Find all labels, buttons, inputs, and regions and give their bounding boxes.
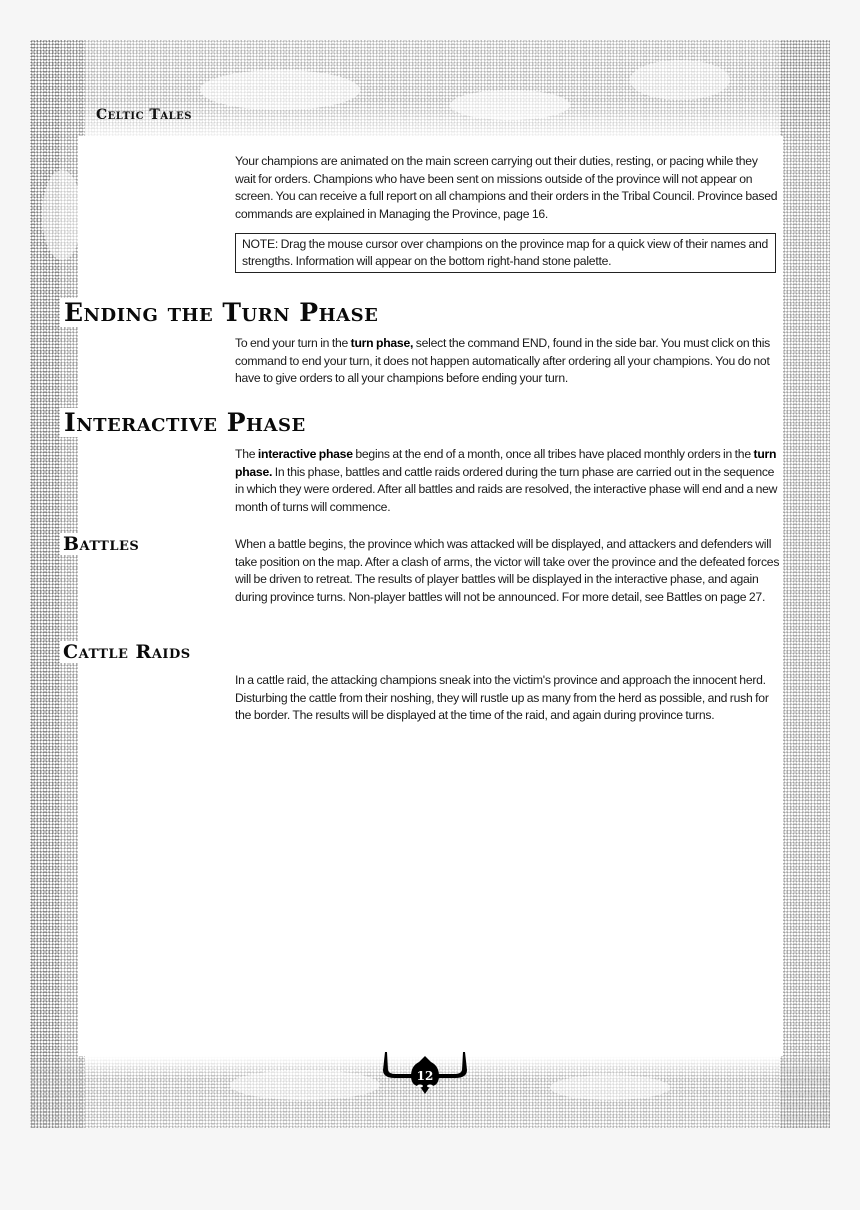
note-box: NOTE: Drag the mouse cursor over champions on the province map for a quick view of their names and strengths. Information will appear on the bottom right-hand stone palette. [235,233,776,273]
texture-highlight [550,1075,670,1100]
emphasized-term: turn phase. [235,447,777,479]
section-battles-text: When a battle begins, the province which was attacked will be displayed, and attackers and defenders will take position on the map. After a clash of arms, the victor will take over the province and the defeated forces will be driven to retreat. The results of player battles will be displayed in the interactive phase, and again during province turns. Non-player battles will not be announced. For more detail, see Battles on page 27. [235,537,780,604]
heading-battles: Battles [60,533,142,555]
running-head: Celtic Tales [96,107,192,123]
emphasized-term: turn phase, [350,336,414,350]
page-number: 12 [416,1069,434,1083]
manual-page [30,40,830,1128]
text-run: The [235,447,258,461]
text-run: In this phase, battles and cattle raids ordered during the turn phase are carried out in the sequence in which they were ordered. After all battles and raids are resolved, the interactive phase will end and a new month of turns will commence. [235,464,778,514]
texture-highlight [42,170,82,260]
texture-highlight [200,70,360,110]
section-ending-turn-phase-text [235,335,780,388]
page-number-emblem [375,1050,475,1094]
intro-paragraph: Your champions are animated on the main screen carrying out their duties, resting, or pacing while they wait for orders. Champions who have been sent on missions outside of the province will not appear on screen. You can receive a full report on all champions and their orders in the Tribal Council. Province based commands are explained in Managing the Province, page 16. [235,154,778,221]
section-interactive-phase-text [235,446,780,516]
text-run: To end your turn in the [235,336,351,350]
heading-interactive-phase: Interactive Phase [60,408,310,437]
texture-highlight [230,1070,380,1100]
section-cattle-raids-text: In a cattle raid, the attacking champions sneak into the victim's province and approach the innocent herd. Disturbing the cattle from their noshing, they will rustle up as many from the herd as possible, and rush for the border. The results will be displayed at the time of the raid, and again during province turns. [235,673,769,722]
text-run: begins at the end of a month, once all tribes have placed monthly orders in the [352,447,754,461]
emphasized-term: interactive phase [257,447,353,461]
texture-highlight [630,60,730,100]
heading-cattle-raids: Cattle Raids [60,641,194,663]
texture-highlight [450,90,570,120]
text-run: select the command END, found in the side bar. You must click on this command to end your turn, it does not happen automatically after ordering all your champions. You do not have to give orders to all your champions before ending your turn. [235,336,771,385]
heading-ending-turn-phase: Ending the Turn Phase [60,298,382,327]
decorative-border-right [780,40,830,1128]
